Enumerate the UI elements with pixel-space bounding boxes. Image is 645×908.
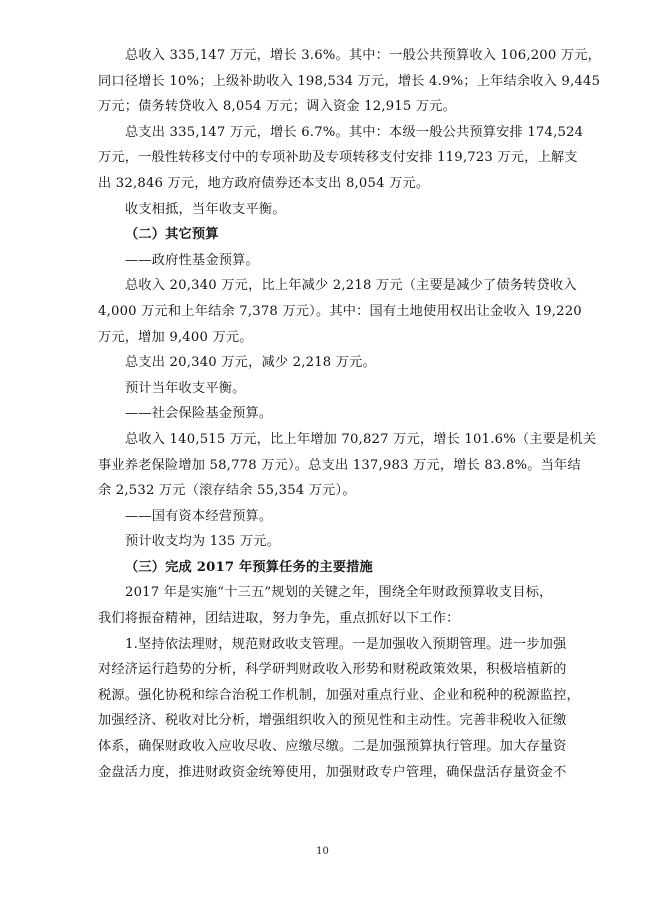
- paragraph-line: 余 2,532 万元（滚存结余 55,354 万元）。: [98, 483, 356, 499]
- paragraph-line: 出 32,846 万元，地方政府债券还本支出 8,054 万元。: [98, 175, 430, 191]
- paragraph-line: 收支相抵，当年收支平衡。: [125, 201, 286, 217]
- subsection-label: ——国有资本经营预算。: [125, 508, 273, 524]
- paragraph-line: 对经济运行趋势的分析，科学研判财政收入形势和财税政策效果，积极培植新的: [98, 662, 567, 678]
- paragraph-line: 我们将振奋精神，团结进取，努力争先，重点抓好以下工作：: [98, 611, 460, 627]
- paragraph-line: 税源。强化协税和综合治税工作机制，加强对重点行业、企业和税种的税源监控，: [98, 687, 580, 703]
- paragraph-line: 4,000 万元和上年结余 7,378 万元）。其中：国有土地使用权出让金收入 19,220: [98, 303, 582, 319]
- paragraph-line: 2017 年是实施“十三五”规划的关键之年，围绕全年财政预算收支目标，: [125, 585, 553, 601]
- subsection-label: ——社会保险基金预算。: [125, 406, 273, 422]
- paragraph-line: 金盘活力度，推进财政资金统筹使用，加强财政专户管理，确保盘活存量资金不: [98, 764, 567, 780]
- paragraph-line: 总收入 335,147 万元，增长 3.6%。其中：一般公共预算收入 106,200 万元，: [125, 48, 602, 63]
- section-heading-measures: （三）完成 2017 年预算任务的主要措施: [125, 559, 373, 575]
- paragraph-line: 总支出 20,340 万元，减少 2,218 万元。: [125, 355, 376, 371]
- page-number: 10: [316, 846, 329, 857]
- paragraph-line: 万元；债务转贷收入 8,054 万元；调入资金 12,915 万元。: [98, 99, 457, 115]
- document-body: [98, 43, 602, 785]
- paragraph-line: 预计收支均为 135 万元。: [125, 534, 281, 550]
- paragraph-line: 总收入 20,340 万元，比上年减少 2,218 万元（主要是减少了债务转贷收入: [125, 278, 577, 294]
- paragraph-line: 事业养老保险增加 58,778 万元）。总支出 137,983 万元，增长 83.8%。当年结: [98, 457, 581, 473]
- paragraph-line: 同口径增长 10%；上级补助收入 198,534 万元，增长 4.9%；上年结余收入 9,445: [98, 73, 601, 89]
- section-heading-other-budgets: （二）其它预算: [125, 227, 219, 243]
- paragraph-line: 万元，增加 9,400 万元。: [98, 329, 253, 345]
- subsection-label: ——政府性基金预算。: [125, 252, 259, 268]
- paragraph-line: 1.坚持依法理财，规范财政收支管理。一是加强收入预期管理。进一步加强: [125, 636, 567, 652]
- paragraph-line: 预计当年收支平衡。: [125, 380, 246, 396]
- paragraph-line: 万元，一般性转移支付中的专项补助及专项转移支付安排 119,723 万元，上解支: [98, 150, 578, 166]
- paragraph-line: 加强经济、税收对比分析，增强组织收入的预见性和主动性。完善非税收入征缴: [98, 713, 567, 729]
- paragraph-line: 总收入 140,515 万元，比上年增加 70,827 万元，增长 101.6%（主要是机关: [125, 431, 597, 447]
- paragraph-line: 总支出 335,147 万元，增长 6.7%。其中：本级一般公共预算安排 174,524: [125, 124, 584, 140]
- paragraph-line: 体系，确保财政收入应收尽收、应缴尽缴。二是加强预算执行管理。加大存量资: [98, 739, 567, 755]
